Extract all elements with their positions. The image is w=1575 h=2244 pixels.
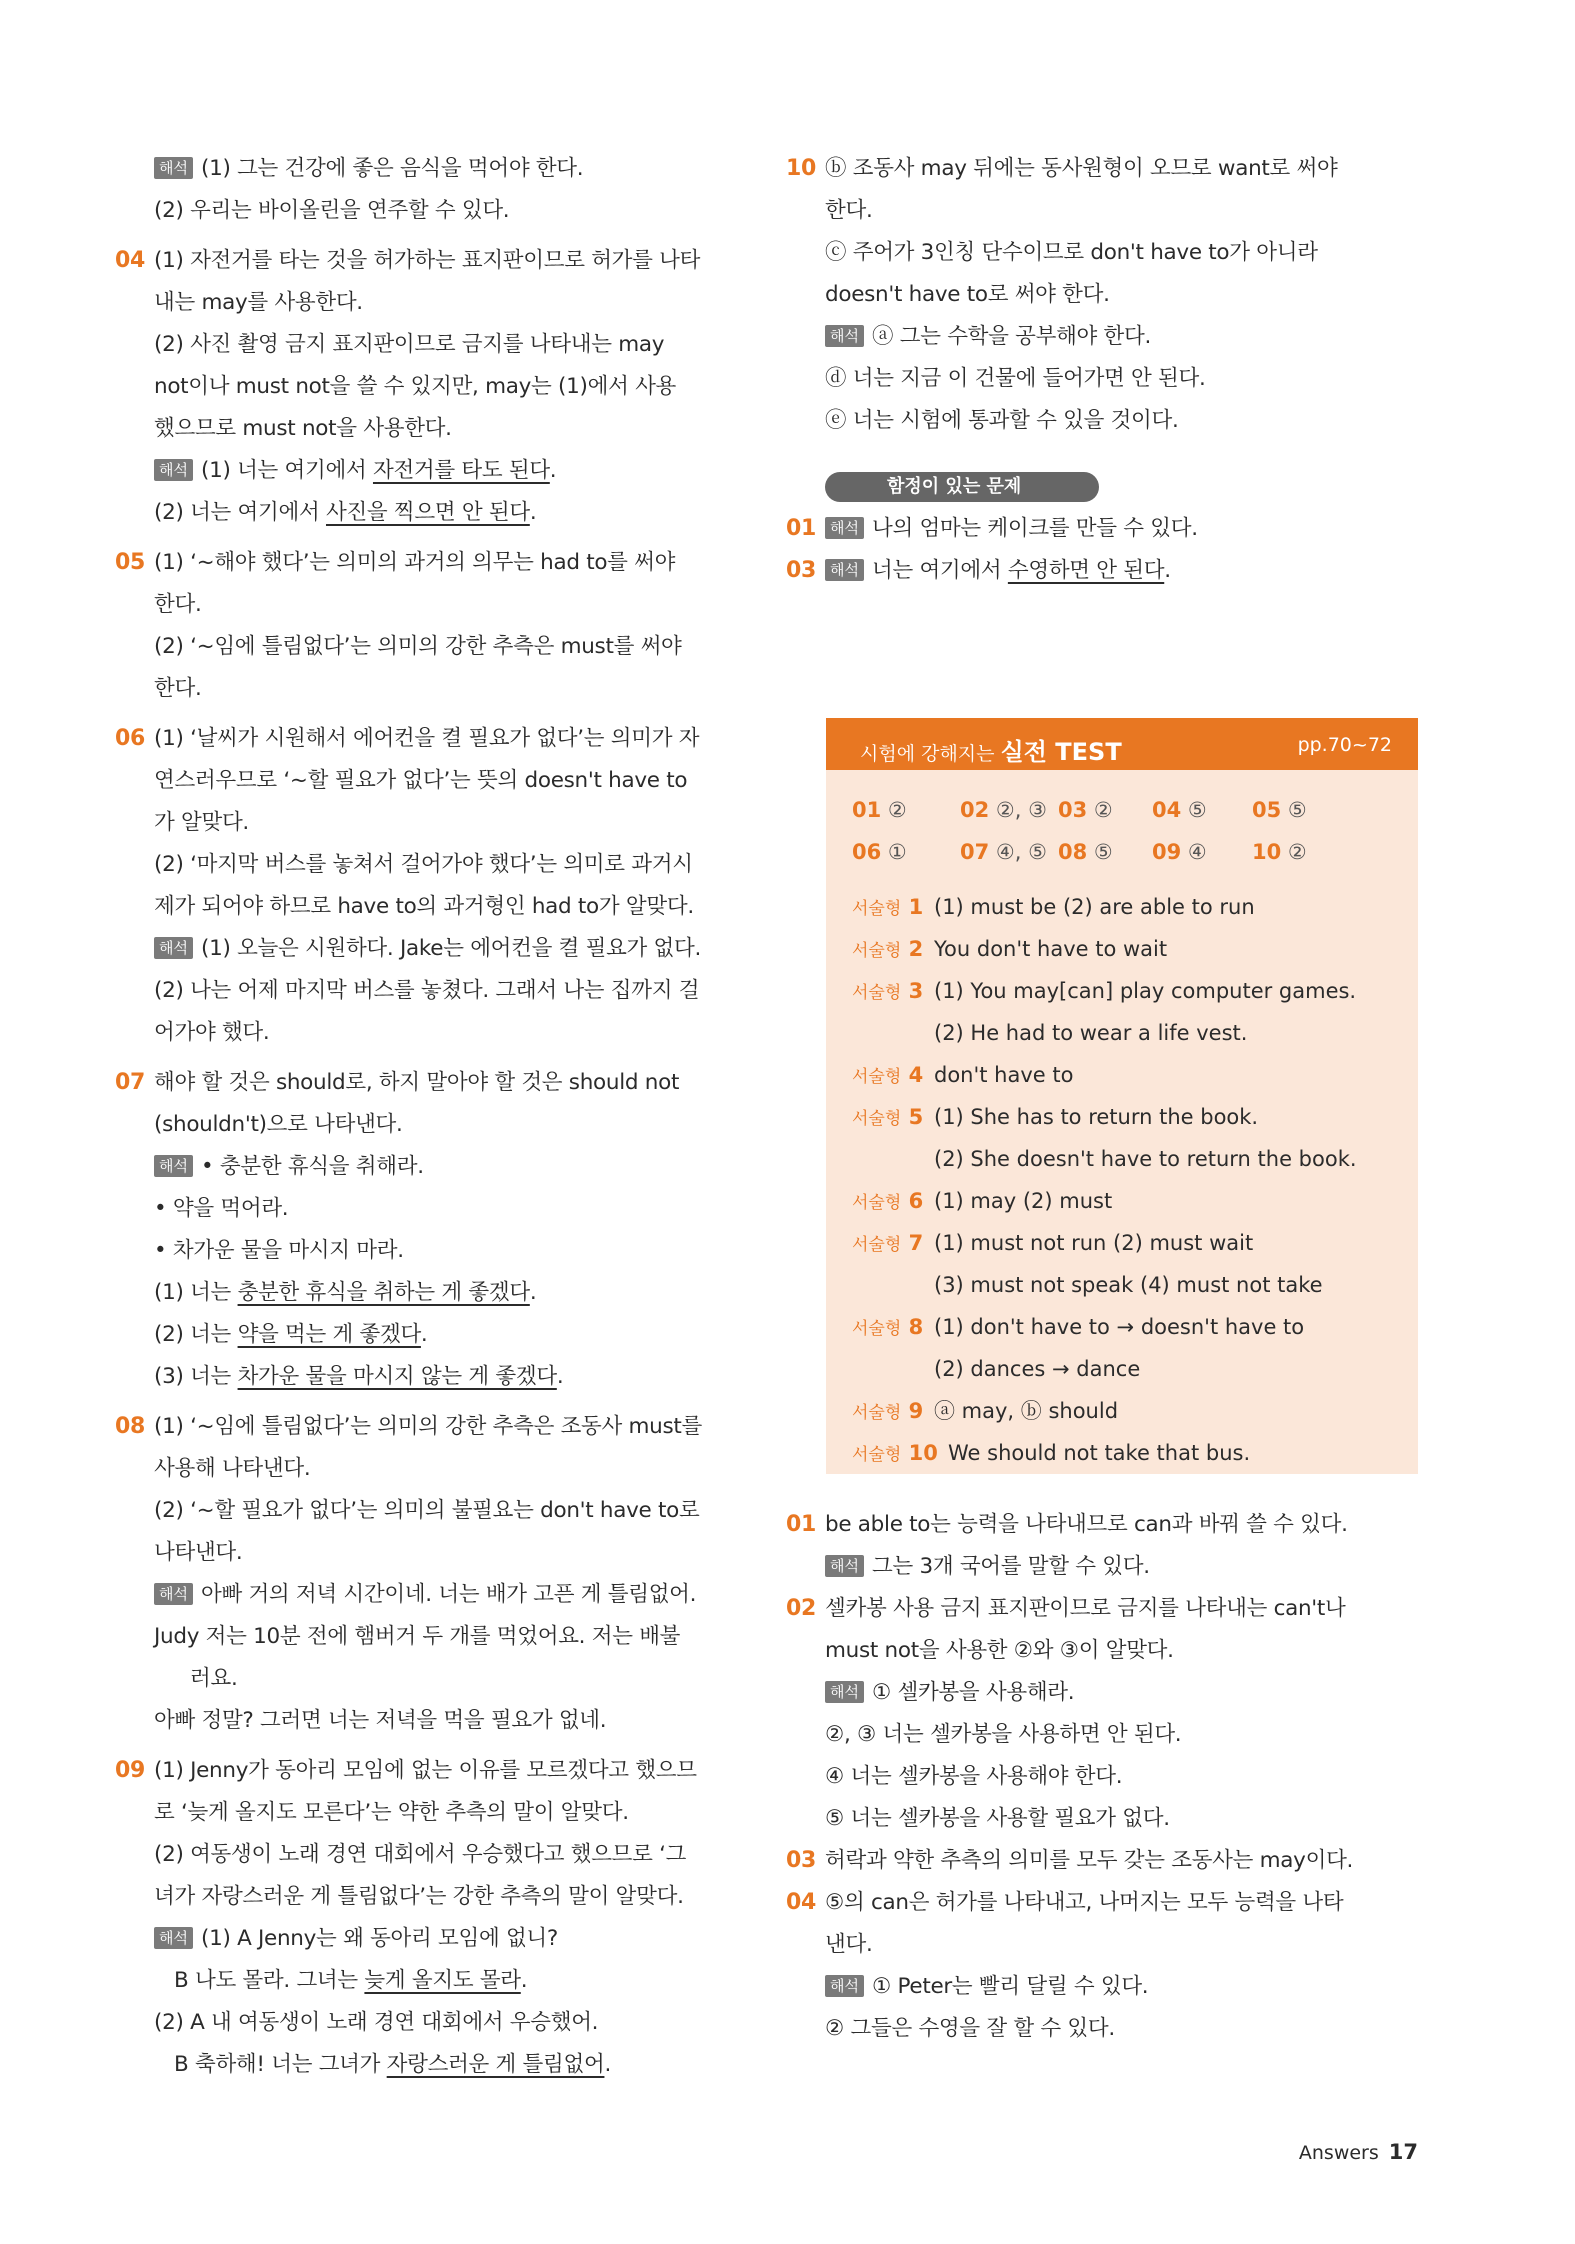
essay-text: (1) don't have to → doesn't have to — [934, 1315, 1305, 1339]
translation-badge: 해석 — [825, 1681, 864, 1703]
right-line — [825, 190, 1419, 232]
essay-label: 서술형 — [852, 983, 902, 1003]
line-text: (2) ‘~할 필요가 없다’는 의미의 불필요는 don't have to로 — [154, 1498, 700, 1523]
left-line — [115, 240, 748, 282]
line-text: 로 ‘늦게 올지도 모른다’는 약한 추측의 말이 알맞다. — [154, 1800, 629, 1825]
essay-number: 2 — [901, 937, 924, 961]
question-number: 09 — [115, 1758, 146, 1783]
line-text: 낸다. — [825, 1932, 873, 1957]
spacer — [154, 232, 748, 240]
left-line — [154, 492, 748, 534]
line-text: ① 셀카봉을 사용해라. — [871, 1680, 1075, 1705]
essay-label: 서술형 — [852, 1235, 902, 1255]
underlined-text: 차가운 물을 마시지 않는 게 좋겠다 — [237, 1364, 557, 1389]
question-number: 01 — [786, 516, 817, 541]
line-text: 가 알맞다. — [154, 810, 249, 835]
essay-text: don't have to — [934, 1063, 1074, 1087]
line-text: 녀가 자랑스러운 게 틀림없다’는 강한 추측의 말이 알맞다. — [154, 1884, 684, 1909]
line-text: (2) 나는 어제 마지막 버스를 놓쳤다. 그래서 나는 집까지 걸 — [154, 978, 700, 1003]
translation-badge: 해석 — [825, 325, 864, 347]
test-header-prefix: 시험에 강해지는 — [860, 743, 1001, 765]
line-text: (2) ‘~임에 틀림없다’는 의미의 강한 추측은 must를 써야 — [154, 634, 682, 659]
answer-number: 02 — [960, 798, 990, 822]
essay-text: (1) She has to return the book. — [934, 1105, 1259, 1129]
answer-value: ④ — [1181, 840, 1207, 864]
left-line — [154, 408, 748, 450]
left-line — [154, 1918, 748, 1960]
spacer — [154, 1398, 748, 1406]
line-text: ⓑ 조동사 may 뒤에는 동사원형이 오므로 want로 써야 — [825, 156, 1338, 181]
line-text: 셀카봉 사용 금지 표지판이므로 금지를 나타내는 can't나 — [825, 1596, 1346, 1621]
question-number: 06 — [115, 726, 146, 751]
answer-value: ② — [881, 798, 907, 822]
left-line — [154, 1012, 748, 1054]
underlined-text: 충분한 휴식을 취하는 게 좋겠다 — [237, 1280, 530, 1305]
underlined-text: 약을 먹는 게 좋겠다 — [237, 1322, 421, 1347]
line-text: ① Peter는 빨리 달릴 수 있다. — [871, 1974, 1149, 1999]
essay-answer-row — [852, 1390, 1412, 1434]
left-line — [154, 2002, 748, 2044]
practice-test-header — [826, 718, 1418, 770]
left-line — [154, 1834, 748, 1876]
left-line — [154, 366, 748, 408]
line-text: (1) 오늘은 시원하다. Jake는 에어컨을 켤 필요가 없다. — [200, 936, 702, 961]
left-line — [154, 668, 748, 710]
left-line — [154, 1960, 748, 2002]
expl-line — [825, 1966, 1419, 2008]
question-number: 03 — [786, 558, 817, 583]
trap-section — [786, 462, 1419, 592]
essay-number: 1 — [901, 895, 924, 919]
essay-number: 5 — [901, 1105, 924, 1129]
line-text: (3) 너는 — [154, 1364, 238, 1389]
underlined-text: 사진을 찍으면 안 된다 — [325, 500, 530, 525]
line-text: 사용해 나타낸다. — [154, 1456, 311, 1481]
line-text-end: . — [1164, 558, 1171, 583]
left-line — [154, 844, 748, 886]
left-line — [154, 1876, 748, 1918]
line-text: (1) 자전거를 타는 것을 허가하는 표지판이므로 허가를 나타 — [154, 248, 701, 273]
left-line — [154, 626, 748, 668]
page-footer — [1299, 2140, 1418, 2164]
essay-text: (2) dances → dance — [934, 1357, 1141, 1381]
question-number: 10 — [786, 156, 817, 181]
answer-number: 04 — [1152, 798, 1182, 822]
line-text: B 축하해! 너는 그녀가 — [174, 2052, 387, 2077]
answer-number: 05 — [1252, 798, 1282, 822]
line-text: 한다. — [154, 592, 202, 617]
left-line — [154, 1616, 748, 1658]
line-text: B 나도 몰라. 그녀는 — [174, 1968, 365, 1993]
line-text: (1) ‘~해야 했다’는 의미의 과거의 의무는 had to를 써야 — [154, 550, 676, 575]
line-text: (shouldn't)으로 나타낸다. — [154, 1112, 403, 1137]
line-text: (2) 너는 — [154, 1322, 238, 1347]
left-line — [115, 1062, 748, 1104]
line-text: • 약을 먹어라. — [154, 1196, 289, 1221]
line-text: 허락과 약한 추측의 의미를 모두 갖는 조동사는 may이다. — [825, 1848, 1354, 1873]
translation-badge: 해석 — [154, 157, 193, 179]
right-line — [825, 358, 1419, 400]
line-text-end: . — [604, 2052, 611, 2077]
answer-cell — [1152, 798, 1207, 822]
trap-line — [786, 550, 1419, 592]
line-text: (2) A 내 여동생이 노래 경연 대회에서 우승했어. — [154, 2010, 599, 2035]
answer-cell — [1252, 840, 1307, 864]
spacer — [154, 534, 748, 542]
translation-badge: 해석 — [154, 1583, 193, 1605]
line-text: 아빠 정말? 그러면 너는 저녁을 먹을 필요가 없네. — [154, 1708, 607, 1733]
right-line — [825, 400, 1419, 442]
translation-badge: 해석 — [154, 459, 193, 481]
line-text: 해야 할 것은 should로, 하지 말아야 할 것은 should not — [154, 1070, 680, 1095]
left-line — [154, 1104, 748, 1146]
line-text-end: . — [556, 1364, 564, 1389]
essay-label: 서술형 — [852, 1445, 902, 1465]
essay-text: (1) You may[can] play computer games. — [934, 979, 1357, 1003]
essay-answer-row — [852, 1222, 1412, 1266]
answer-cell — [852, 840, 907, 864]
answer-value: ② — [1281, 840, 1307, 864]
left-line — [154, 1146, 748, 1188]
line-text: 어가야 했다. — [154, 1020, 270, 1045]
underlined-text: 자전거를 타도 된다 — [372, 458, 550, 483]
answer-value: ⑤ — [1281, 798, 1307, 822]
left-line — [115, 1750, 748, 1792]
line-text-end: . — [529, 1280, 537, 1305]
test-header-title: 실전 TEST — [1000, 738, 1122, 766]
expl-line — [825, 1924, 1419, 1966]
essay-text: (3) must not speak (4) must not take — [934, 1273, 1323, 1297]
essay-label: 서술형 — [852, 1193, 902, 1213]
line-text: 너는 여기에서 — [871, 558, 1008, 583]
left-line — [154, 970, 748, 1012]
left-line — [154, 1230, 748, 1272]
question-number: 01 — [786, 1512, 817, 1537]
essay-label: 서술형 — [852, 1403, 902, 1423]
expl-line — [825, 2008, 1419, 2050]
expl-line — [786, 1504, 1419, 1546]
answer-value: ② — [1087, 798, 1113, 822]
answer-number: 01 — [852, 798, 882, 822]
line-text: (1) 너는 — [154, 1280, 238, 1305]
left-line — [154, 760, 748, 802]
essay-answer-row — [852, 1096, 1412, 1140]
line-text: 한다. — [154, 676, 202, 701]
trap-items — [786, 508, 1419, 592]
left-line — [115, 1406, 748, 1448]
line-text: ④ 너는 셀카봉을 사용해야 한다. — [825, 1764, 1123, 1789]
line-text: must not을 사용한 ②와 ③이 알맞다. — [825, 1638, 1174, 1663]
essay-text: ⓐ may, ⓑ should — [934, 1399, 1119, 1423]
expl-line — [786, 1882, 1419, 1924]
left-line — [154, 1490, 748, 1532]
line-text-end: . — [420, 1322, 428, 1347]
essay-answer-row — [852, 1432, 1412, 1476]
line-text: 나의 엄마는 케이크를 만들 수 있다. — [871, 516, 1198, 541]
left-line — [115, 718, 748, 760]
translation-badge: 해석 — [154, 1155, 193, 1177]
essay-label: 서술형 — [852, 899, 902, 919]
line-text: (2) 우리는 바이올린을 연주할 수 있다. — [154, 198, 510, 223]
line-text: (2) ‘마지막 버스를 놓쳐서 걸어가야 했다’는 의미로 과거시 — [154, 852, 693, 877]
line-text: 제가 되어야 하므로 have to의 과거형인 had to가 알맞다. — [154, 894, 694, 919]
left-line — [154, 1700, 748, 1742]
right-line — [825, 232, 1419, 274]
line-text: 아빠 거의 저녁 시간이네. 너는 배가 고픈 게 틀림없어. — [200, 1582, 697, 1607]
question-number: 03 — [786, 1848, 817, 1873]
line-text: (2) 너는 여기에서 — [154, 500, 326, 525]
line-text: 한다. — [825, 198, 873, 223]
question-number: 04 — [115, 248, 146, 273]
left-line — [154, 1574, 748, 1616]
left-line — [154, 1658, 748, 1700]
line-text: ⑤의 can은 허가를 나타내고, 나머지는 모두 능력을 나타 — [825, 1890, 1344, 1915]
line-text: (1) Jenny가 동아리 모임에 없는 이유를 모르겠다고 했으므 — [154, 1758, 697, 1783]
right-line — [786, 148, 1419, 190]
left-line — [154, 1188, 748, 1230]
essay-text: (2) He had to wear a life vest. — [934, 1021, 1248, 1045]
left-line — [154, 282, 748, 324]
left-line — [154, 1314, 748, 1356]
left-line — [154, 1532, 748, 1574]
question-number: 07 — [115, 1070, 146, 1095]
left-line — [154, 584, 748, 626]
expl-line — [825, 1714, 1419, 1756]
line-text: 연스러우므로 ‘~할 필요가 없다’는 뜻의 doesn't have to — [154, 768, 688, 793]
left-line — [154, 1792, 748, 1834]
line-text: ⑤ 너는 셀카봉을 사용할 필요가 없다. — [825, 1806, 1170, 1831]
line-text: ⓔ 너는 시험에 통과할 수 있을 것이다. — [825, 408, 1179, 433]
line-text-end: . — [529, 500, 537, 525]
answer-value: ②, ③ — [989, 798, 1047, 822]
left-column — [115, 148, 748, 2086]
line-text: ⓓ 너는 지금 이 건물에 들어가면 안 된다. — [825, 366, 1206, 391]
underlined-text: 수영하면 안 된다 — [1007, 558, 1165, 583]
essay-answer-row — [852, 1054, 1412, 1098]
left-line — [154, 1448, 748, 1490]
underlined-text: 늦게 올지도 몰라 — [364, 1968, 521, 1993]
expl-line — [825, 1798, 1419, 1840]
expl-line — [825, 1630, 1419, 1672]
line-text: 내는 may를 사용한다. — [154, 290, 363, 315]
line-text: be able to는 능력을 나타내므로 can과 바꿔 쓸 수 있다. — [825, 1512, 1348, 1537]
page-number: 17 — [1388, 2140, 1418, 2164]
expl-line — [825, 1756, 1419, 1798]
left-line — [154, 928, 748, 970]
essay-text: (1) must be (2) are able to run — [934, 895, 1255, 919]
line-text: (2) 사진 촬영 금지 표지판이므로 금지를 나타내는 may — [154, 332, 665, 357]
line-text: 러요. — [190, 1666, 238, 1691]
left-line — [154, 148, 748, 190]
line-text: doesn't have to로 써야 한다. — [825, 282, 1110, 307]
expl-line — [786, 1588, 1419, 1630]
essay-label: 서술형 — [852, 941, 902, 961]
test-explanations — [786, 1504, 1419, 2050]
answer-cell — [1058, 840, 1113, 864]
right-column — [786, 148, 1419, 592]
essay-text: We should not take that bus. — [948, 1441, 1251, 1465]
line-text: (1) A Jenny는 왜 동아리 모임에 없니? — [200, 1926, 558, 1951]
translation-badge: 해석 — [825, 1555, 864, 1577]
left-line — [154, 886, 748, 928]
essay-number: 6 — [901, 1189, 924, 1213]
essay-number: 9 — [901, 1399, 924, 1423]
essay-label: 서술형 — [852, 1109, 902, 1129]
translation-badge: 해석 — [154, 937, 193, 959]
test-page-range: pp.70~72 — [1297, 734, 1392, 756]
essay-label: 서술형 — [852, 1319, 902, 1339]
translation-badge: 해석 — [154, 1927, 193, 1949]
line-text: Judy 저는 10분 전에 햄버거 두 개를 먹었어요. 저는 배불 — [154, 1624, 681, 1649]
line-text: (2) 여동생이 노래 경연 대회에서 우승했다고 했으므로 ‘그 — [154, 1842, 687, 1867]
essay-text: (1) must not run (2) must wait — [934, 1231, 1254, 1255]
question-number: 08 — [115, 1414, 146, 1439]
answer-number: 06 — [852, 840, 882, 864]
essay-text: (1) may (2) must — [934, 1189, 1113, 1213]
answer-value: ⑤ — [1087, 840, 1113, 864]
translation-badge: 해석 — [825, 1975, 864, 1997]
answer-cell — [1152, 840, 1207, 864]
answer-cell — [1252, 798, 1307, 822]
answer-number: 09 — [1152, 840, 1182, 864]
question-number: 05 — [115, 550, 146, 575]
answer-number: 03 — [1058, 798, 1088, 822]
answer-value: ④, ⑤ — [989, 840, 1047, 864]
line-text: 그는 3개 국어를 말할 수 있다. — [871, 1554, 1150, 1579]
question-number: 04 — [786, 1890, 817, 1915]
spacer — [154, 1054, 748, 1062]
left-line — [154, 324, 748, 366]
line-text: ② 그들은 수영을 잘 할 수 있다. — [825, 2016, 1115, 2041]
essay-text: (2) She doesn't have to return the book. — [934, 1147, 1357, 1171]
line-text: (1) 그는 건강에 좋은 음식을 먹어야 한다. — [200, 156, 584, 181]
translation-badge: 해석 — [825, 517, 864, 539]
line-text: (1) ‘~임에 틀림없다’는 의미의 강한 추측은 조동사 must를 — [154, 1414, 702, 1439]
line-text: ⓐ 그는 수학을 공부해야 한다. — [871, 324, 1152, 349]
answer-number: 10 — [1252, 840, 1282, 864]
left-line — [154, 1272, 748, 1314]
line-text-end: . — [549, 458, 557, 483]
answer-value: ⑤ — [1181, 798, 1207, 822]
line-text: not이나 must not을 쓸 수 있지만, may는 (1)에서 사용 — [154, 374, 677, 399]
spacer — [154, 710, 748, 718]
answer-cell — [960, 840, 1047, 864]
essay-text: You don't have to wait — [934, 937, 1168, 961]
line-text: ②, ③ 너는 셀카봉을 사용하면 안 된다. — [825, 1722, 1182, 1747]
essay-answer-row — [852, 1306, 1412, 1350]
line-text: (1) 너는 여기에서 — [200, 458, 373, 483]
question-number: 02 — [786, 1596, 817, 1621]
essay-answer-row — [852, 886, 1412, 930]
left-line — [154, 190, 748, 232]
line-text-end: . — [520, 1968, 528, 1993]
expl-line — [786, 1840, 1419, 1882]
expl-line — [825, 1546, 1419, 1588]
translation-badge: 해석 — [825, 559, 864, 581]
line-text: • 충분한 휴식을 취해라. — [200, 1154, 424, 1179]
answer-10-block — [786, 148, 1419, 442]
expl-line — [825, 1672, 1419, 1714]
essay-number: 8 — [901, 1315, 924, 1339]
trap-line — [786, 508, 1419, 550]
footer-label: Answers — [1298, 2142, 1379, 2164]
left-line — [154, 802, 748, 844]
trap-title-pill: 함정이 있는 문제 — [825, 472, 1099, 502]
left-line — [115, 542, 748, 584]
left-line — [154, 1356, 748, 1398]
practice-test-box — [826, 718, 1418, 1474]
left-line — [154, 2044, 748, 2086]
answer-cell — [852, 798, 907, 822]
essay-number: 10 — [901, 1441, 938, 1465]
spacer — [154, 1742, 748, 1750]
essay-number: 7 — [901, 1231, 924, 1255]
left-line — [154, 450, 748, 492]
essay-answer-row — [852, 928, 1412, 972]
essay-number: 4 — [901, 1063, 924, 1087]
line-text: 나타낸다. — [154, 1540, 243, 1565]
essay-label: 서술형 — [852, 1067, 902, 1087]
answer-cell — [1058, 798, 1113, 822]
line-text: (1) ‘날씨가 시원해서 에어컨을 켤 필요가 없다’는 의미가 자 — [154, 726, 700, 751]
essay-answer-row — [852, 970, 1412, 1014]
essay-number: 3 — [901, 979, 924, 1003]
right-line — [825, 274, 1419, 316]
essay-answer-row — [852, 1180, 1412, 1224]
right-line — [825, 316, 1419, 358]
line-text: • 차가운 물을 마시지 마라. — [154, 1238, 404, 1263]
answer-value: ① — [881, 840, 907, 864]
underlined-text: 자랑스러운 게 틀림없어 — [386, 2052, 605, 2077]
line-text: 했으므로 must not을 사용한다. — [154, 416, 452, 441]
answer-number: 07 — [960, 840, 990, 864]
answer-number: 08 — [1058, 840, 1088, 864]
answer-cell — [960, 798, 1047, 822]
line-text: ⓒ 주어가 3인칭 단수이므로 don't have to가 아니라 — [825, 240, 1318, 265]
